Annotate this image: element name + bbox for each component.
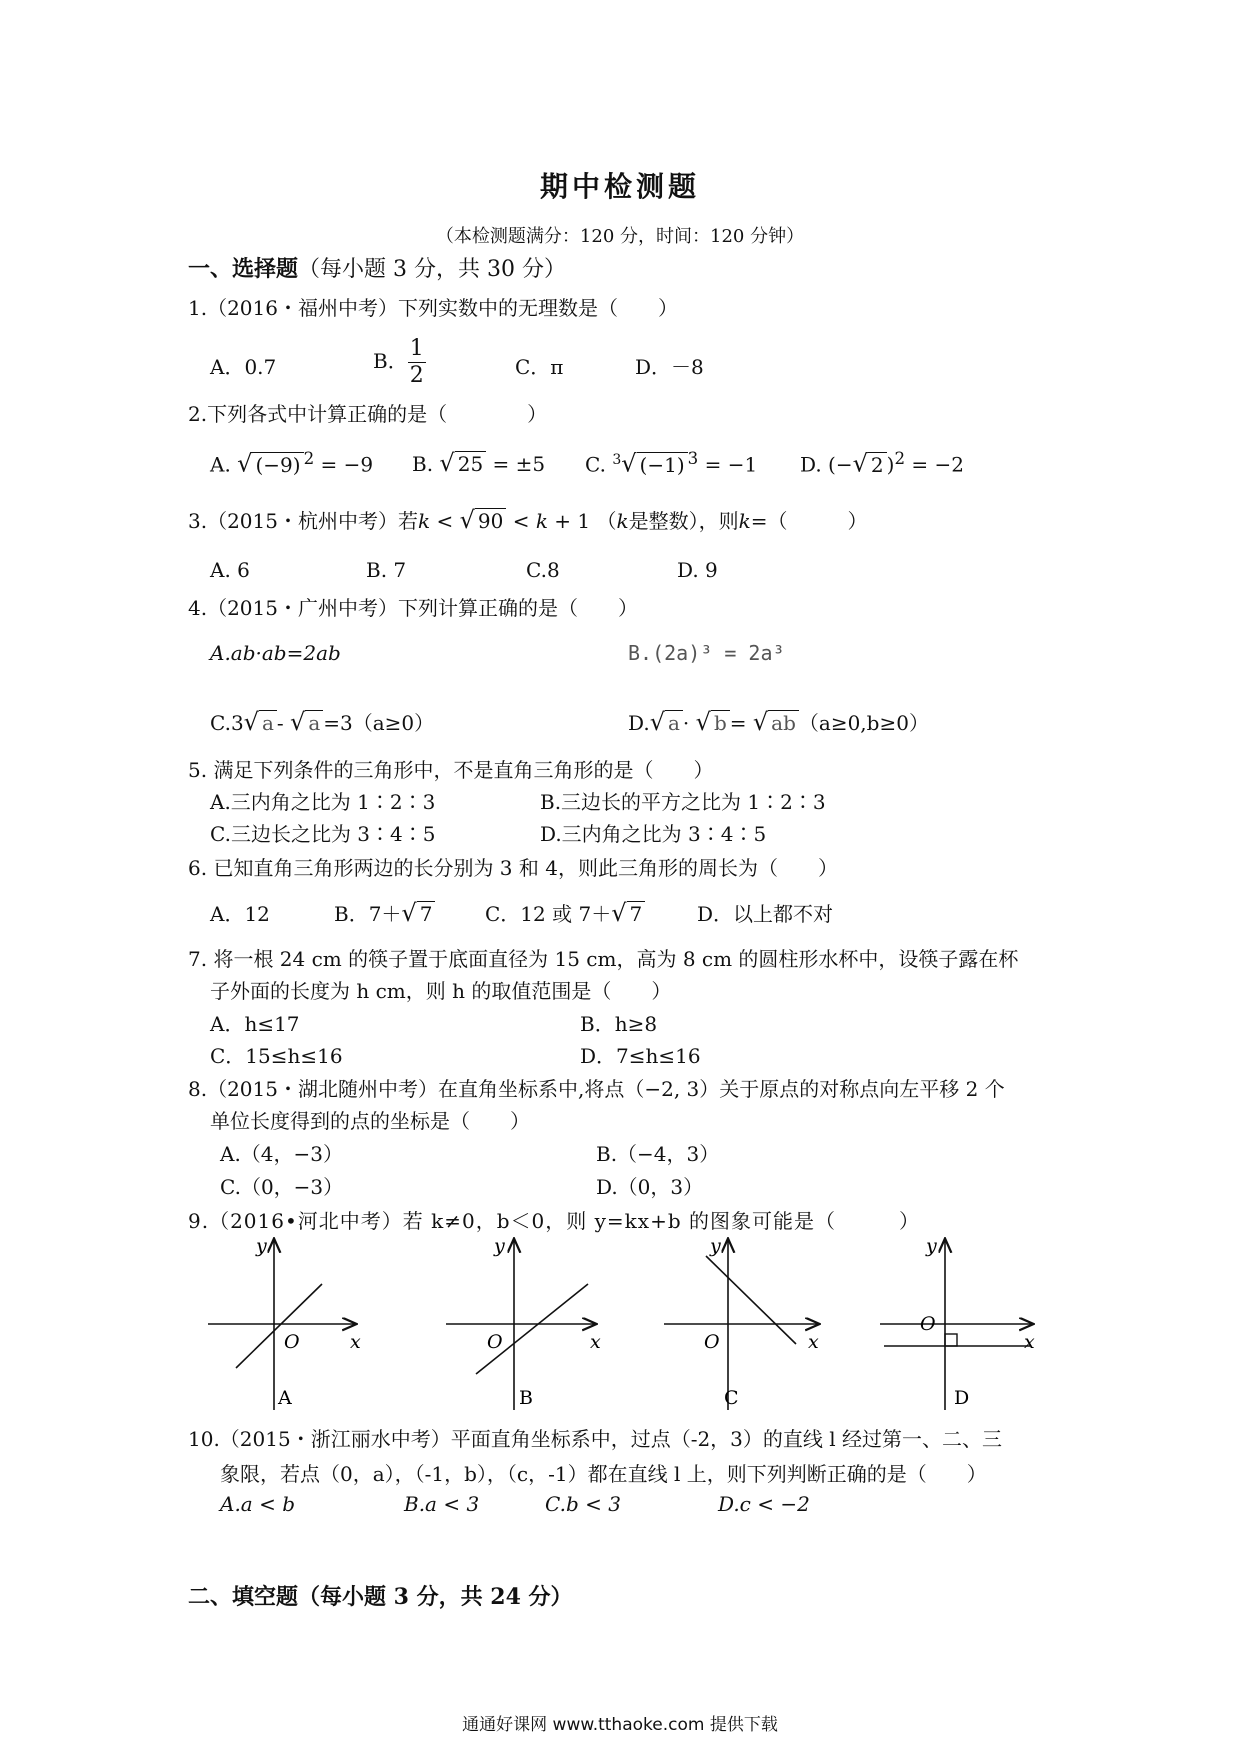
graph-b-letter: B — [519, 1387, 533, 1409]
graph-c-y-label: y — [710, 1235, 721, 1257]
q2-a-result: = −9 — [320, 452, 374, 477]
q8-option-d: D.（0，3） — [596, 1175, 704, 1199]
sqrt-icon: √ — [852, 449, 868, 478]
q3-prefix: 3.（2015・杭州中考）若 — [188, 509, 418, 533]
q3-end: =（ ） — [750, 509, 868, 533]
graph-b-y-label: y — [494, 1235, 505, 1257]
q2-d-exponent: 2 — [894, 449, 906, 468]
graph-a-origin-label: O — [284, 1331, 300, 1353]
graph-c-letter: C — [724, 1387, 739, 1409]
question-9-stem: 9.（2016•河北中考）若 k≠0，b＜0，则 y=kx+b 的图象可能是（ ） — [188, 1209, 920, 1233]
q2-d-postfix: ) — [886, 452, 895, 477]
q2-c-root-index: 3 — [612, 452, 622, 468]
q2-b-radicand: 25 — [455, 451, 486, 476]
sqrt-icon: √ — [290, 708, 306, 736]
q2-option-a — [210, 449, 373, 478]
q8-option-c: C.（0，−3） — [220, 1175, 344, 1199]
q5-option-b: B.三边长的平方之比为 1∶2∶3 — [540, 790, 826, 814]
q3-option-a: A. 6 — [210, 558, 250, 582]
q4-c-prefix: C.3 — [210, 711, 244, 735]
q8-option-a: A.（4，−3） — [220, 1142, 344, 1166]
q7-option-a: A．h≤17 — [210, 1012, 300, 1036]
q5-option-a: A.三内角之比为 1∶2∶3 — [210, 790, 436, 814]
q3-option-b: B. 7 — [366, 558, 407, 582]
q1-option-b-label: B． — [373, 349, 408, 373]
q3-option-d: D. 9 — [677, 558, 718, 582]
graph-a-x-label: x — [350, 1331, 361, 1353]
question-1-stem: 1.（2016・福州中考）下列实数中的无理数是（ ） — [188, 296, 678, 320]
sqrt-icon: √ — [621, 449, 637, 478]
sqrt-icon: √ — [439, 449, 455, 477]
q4-c-radicand: a — [305, 710, 323, 735]
graph-c-origin-label: O — [704, 1331, 720, 1353]
section-2-heading: 二、填空题（每小题 3 分，共 24 分） — [188, 1584, 573, 1610]
q2-b-label: B. — [412, 452, 434, 476]
q4-option-c — [210, 707, 434, 736]
q7-option-d: D．7≤h≤16 — [580, 1044, 701, 1068]
q1-option-d: D．－8 — [635, 355, 704, 379]
section-1-heading — [188, 252, 566, 283]
q3-option-c: C.8 — [526, 558, 560, 582]
graph-c-x-label: x — [808, 1331, 819, 1353]
question-8-line-1: 8.（2015・湖北随州中考）在直角坐标系中,将点（−2, 3）关于原点的对称点向左平移 2 个 — [188, 1077, 1005, 1101]
q2-b-result: = ±5 — [492, 452, 546, 476]
question-3-stem — [188, 505, 868, 534]
sqrt-icon: √ — [752, 708, 769, 736]
sqrt-icon: √ — [237, 449, 253, 478]
page-subtitle: （本检测题满分：120 分，时间：120 分钟） — [435, 226, 805, 247]
q5-option-d: D.三内角之比为 3∶4∶5 — [540, 822, 767, 846]
q6-option-c — [485, 898, 645, 927]
sqrt-icon: √ — [695, 708, 711, 736]
graph-b — [446, 1235, 601, 1410]
q10-option-b: B.a < 3 — [404, 1492, 480, 1516]
q3-var-k: k — [535, 509, 548, 533]
q2-a-radicand: (−9) — [252, 452, 303, 477]
q4-d-dot: · — [682, 711, 696, 735]
q6-option-d: D．以上都不对 — [697, 902, 834, 926]
q2-option-c — [585, 449, 757, 478]
q3-var-k: k — [738, 509, 751, 533]
q3-plus: + 1 （ — [547, 509, 617, 533]
q3-var-k: k — [417, 509, 431, 533]
sqrt-icon: √ — [401, 899, 417, 927]
question-10-line-2: 象限，若点（0，a），（-1，b），（c，-1）都在直线 l 上，则下列判断正确的是（ ） — [220, 1462, 987, 1486]
q3-mid: 是整数），则 — [628, 509, 739, 533]
graph-d-y-label: y — [926, 1235, 937, 1257]
question-7-line-1: 7. 将一根 24 cm 的筷子置于底面直径为 15 cm，高为 8 cm 的圆柱形水杯中，设筷子露在杯 — [188, 947, 1019, 971]
section-1-title: 一、选择题 — [188, 256, 299, 282]
q4-option-d — [628, 707, 929, 736]
question-6-stem: 6. 已知直角三角形两边的长分别为 3 和 4，则此三角形的周长为（ ） — [188, 856, 838, 880]
q4-d-equals: = — [729, 711, 753, 735]
graph-c — [664, 1235, 819, 1410]
q6-c-prefix: C．12 或 7＋ — [485, 902, 612, 926]
question-5-stem: 5. 满足下列条件的三角形中，不是直角三角形的是（ ） — [188, 758, 714, 782]
q1-option-c: C．π — [515, 355, 564, 379]
question-2-stem: 2.下列各式中计算正确的是（ ） — [188, 402, 548, 426]
sqrt-icon: √ — [649, 708, 665, 736]
q3-var-k: k — [616, 509, 629, 533]
q4-d-radicand: b — [711, 710, 730, 735]
graph-d-x-label: x — [1024, 1331, 1035, 1353]
sqrt-icon: √ — [459, 506, 475, 534]
q2-c-label: C. — [585, 452, 606, 477]
q3-lt: < — [430, 509, 460, 533]
q6-c-radicand: 7 — [627, 901, 646, 926]
q4-d-prefix: D. — [628, 711, 650, 735]
q2-c-result: = −1 — [704, 452, 758, 477]
q2-option-b — [412, 449, 545, 477]
q10-option-d: D.c < −2 — [718, 1492, 810, 1516]
sqrt-icon: √ — [611, 899, 627, 927]
page-title: 期中检测题 — [539, 170, 700, 203]
q6-option-a: A．12 — [210, 902, 270, 926]
graph-d — [880, 1235, 1035, 1410]
q2-a-exponent: 2 — [303, 449, 315, 468]
graph-b-x-label: x — [590, 1331, 601, 1353]
q2-d-label: D. — [800, 452, 822, 477]
question-4-stem: 4.（2015・广州中考）下列计算正确的是（ ） — [188, 596, 638, 620]
page-footer: 通通好课网 www.tthaoke.com 提供下载 — [462, 1715, 778, 1735]
q6-b-prefix: B．7＋ — [334, 902, 402, 926]
graph-a-letter: A — [278, 1387, 292, 1409]
section-1-note: （每小题 3 分，共 30 分） — [298, 257, 566, 282]
graph-d-origin-label: O — [920, 1313, 936, 1335]
q5-option-c: C.三边长之比为 3∶4∶5 — [210, 822, 436, 846]
fraction-denominator: 2 — [409, 363, 424, 388]
q4-c-postfix: =3（a≥0） — [323, 711, 435, 735]
question-7-line-2: 子外面的长度为 h cm，则 h 的取值范围是（ ） — [210, 979, 672, 1003]
q3-radicand: 90 — [475, 508, 506, 533]
question-8-line-2: 单位长度得到的点的坐标是（ ） — [210, 1109, 530, 1133]
graph-b-origin-label: O — [487, 1331, 503, 1353]
sqrt-icon: √ — [243, 708, 259, 736]
q6-b-radicand: 7 — [417, 901, 436, 926]
q8-option-b: B.（−4，3） — [596, 1142, 720, 1166]
q6-option-b — [334, 898, 435, 927]
q2-d-prefix: (− — [828, 452, 853, 477]
q10-option-a: A.a < b — [220, 1492, 295, 1516]
q2-option-d — [800, 449, 964, 478]
q10-option-c: C.b < 3 — [545, 1492, 621, 1516]
right-angle-icon — [945, 1334, 957, 1346]
q9-graphs — [0, 1228, 1240, 1428]
q4-d-postfix: （a≥0,b≥0） — [798, 711, 929, 735]
q4-option-a: A.ab·ab=2ab — [210, 641, 341, 665]
graph-a — [208, 1235, 361, 1410]
q7-option-b: B．h≥8 — [580, 1012, 658, 1036]
q2-a-label: A. — [210, 452, 231, 477]
q2-d-result: = −2 — [911, 452, 965, 477]
q4-d-radicand: ab — [768, 710, 799, 735]
q7-option-c: C．15≤h≤16 — [210, 1044, 343, 1068]
q4-c-minus: - — [276, 711, 291, 735]
fraction-numerator: 1 — [409, 336, 424, 361]
q1-option-a: A．0.7 — [210, 355, 277, 379]
q4-c-radicand: a — [259, 710, 277, 735]
question-10-line-1: 10.（2015・浙江丽水中考）平面直角坐标系中，过点（-2，3）的直线 l 经过第一、二、三 — [188, 1427, 1003, 1451]
q4-d-radicand: a — [665, 710, 683, 735]
q2-d-radicand: 2 — [868, 452, 887, 477]
q1-option-b-fraction — [408, 338, 426, 387]
q2-c-radicand: (−1) — [637, 452, 688, 477]
graph-a-y-label: y — [256, 1235, 267, 1257]
q2-c-exponent: 3 — [687, 449, 699, 468]
q4-option-b: B.(2a)³ = 2a³ — [628, 641, 785, 665]
q1-option-b — [373, 338, 426, 387]
q3-lt: < — [506, 509, 536, 533]
graph-d-letter: D — [954, 1387, 970, 1409]
